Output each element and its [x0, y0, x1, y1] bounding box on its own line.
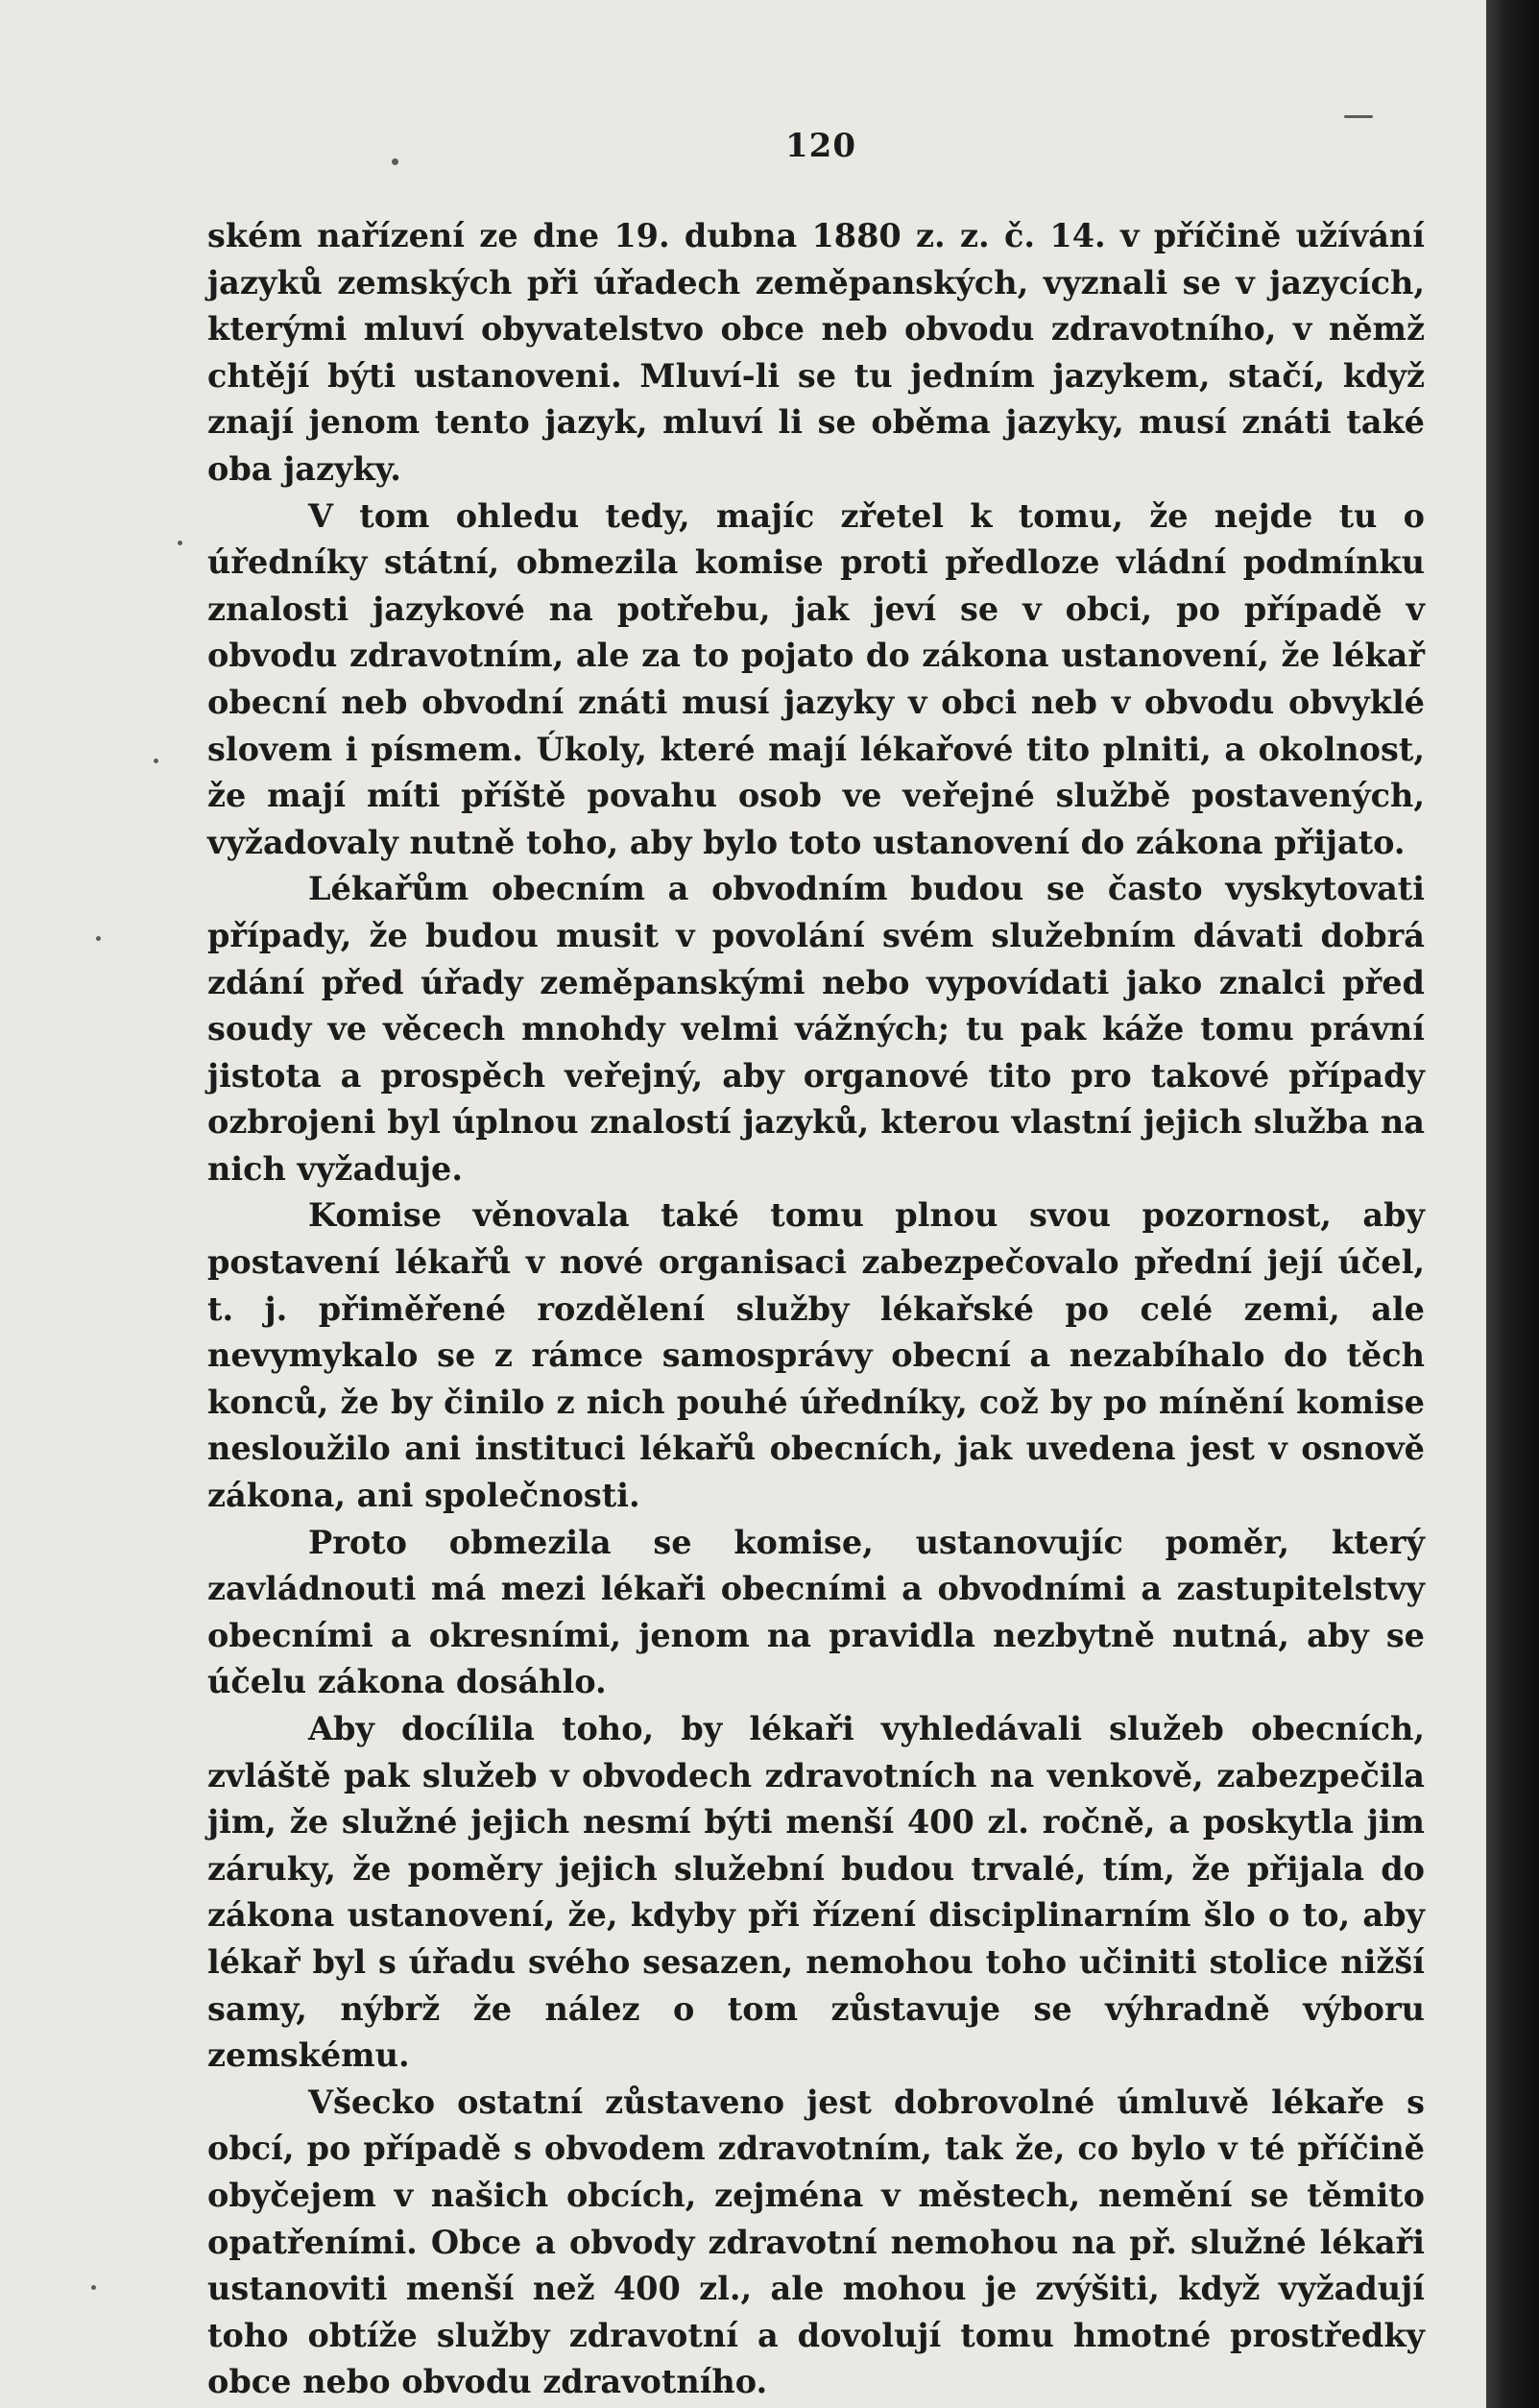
scan-speck — [178, 541, 182, 545]
scan-dark-edge — [1486, 0, 1539, 2408]
paragraph-5: Proto obmezila se komise, ustanovujíc poměr, který zavládnouti má mezi lékaři obecními a obvodními a zastupitelstvy obecními a okresními, jenom na pravidla nezbytně nutná, aby se účelu zákona dosáhlo. — [207, 1523, 1425, 1701]
page-number: 120 — [785, 127, 856, 165]
paragraph-3: Lékařům obecním a obvodním budou se často vyskytovati případy, že budou musit v povolání svém služebním dávati dobrá zdání před úřady zeměpanskými nebo vypovídati jako znalci před soudy ve věcech mnohdy velmi vážných; tu pak káže tomu právní jistota a prospěch veřejný, aby organové tito pro takové případy ozbrojeni byl úplnou znalostí jazyků, kterou vlastní jejich služba na nich vyžaduje. — [207, 870, 1425, 1188]
scan-speck — [392, 158, 398, 165]
paragraph-6: Aby docílila toho, by lékaři vyhledávali služeb obecních, zvláště pak služeb v obvodech zdravotních na venkově, zabezpečila jim, že služné jejich nesmí býti menší 400 zl. ročně, a poskytla jim záruky, že poměry jejich služební budou trvalé, tím, že přijala do zákona ustanovení, že, kdyby při řízení disciplinarním šlo o to, aby lékař byl s úřadu svého sesazen, nemohou toho učiniti stolice nižší samy, nýbrž že nález o tom zůstavuje se výhradně výboru zemskému. — [207, 1710, 1425, 2075]
paragraph-1: ském nařízení ze dne 19. dubna 1880 z. z. č. 14. v příčině užívání jazyků zemských při úřadech zeměpanských, vyznali se v jazycích, kterými mluví obyvatelstvo obce neb obvodu zdravotního, v němž chtějí býti ustanoveni. Mluví-li se tu jedním jazykem, stačí, když znají jenom tento jazyk, mluví li se oběma jazyky, musí znáti také oba jazyky. — [207, 217, 1425, 488]
paragraph-7: Všecko ostatní zůstaveno jest dobrovolné úmluvě lékaře s obcí, po případě s obvodem zdravotním, tak že, co bylo v té příčině obyčejem v našich obcích, zejména v městech, nemění se těmito opatřeními. Obce a obvody zdravotní nemohou na př. služné lékaři ustanoviti menší než 400 zl., ale mohou je zvýšiti, když vyžadují toho obtíže služby zdravotní a dovolují tomu hmotné prostředky obce nebo obvodu zdravotního. — [207, 2083, 1425, 2401]
paragraph-4: Komise věnovala také tomu plnou svou pozornost, aby postavení lékařů v nové organisaci zabezpečovalo přední její účel, t. j. přiměřené rozdělení služby lékařské po celé zemi, ale nevymykalo se z rámce samosprávy obecní a nezabíhalo do těch konců, že by činilo z nich pouhé úředníky, což by po mínění komise nesloužilo ani instituci lékařů obecních, jak uvedena jest v osnově zákona, ani společnosti. — [207, 1196, 1425, 1515]
scan-speck — [91, 2285, 96, 2290]
body-text — [207, 213, 1425, 2406]
scan-speck — [1344, 115, 1373, 118]
scan-speck — [154, 759, 158, 763]
scan-speck — [96, 936, 101, 941]
paragraph-2: V tom ohledu tedy, majíc zřetel k tomu, že nejde tu o úředníky státní, obmezila komise proti předloze vládní podmínku znalosti jazykové na potřebu, jak jeví se v obci, po případě v obvodu zdravotním, ale za to pojato do zákona ustanovení, že lékař obecní neb obvodní znáti musí jazyky v obci neb v obvodu obvyklé slovem i písmem. Úkoly, které mají lékařové tito plniti, a okolnost, že mají míti příště povahu osob ve veřejné službě postavených, vyžadovaly nutně toho, aby bylo toto ustanovení do zákona přijato. — [207, 496, 1425, 861]
